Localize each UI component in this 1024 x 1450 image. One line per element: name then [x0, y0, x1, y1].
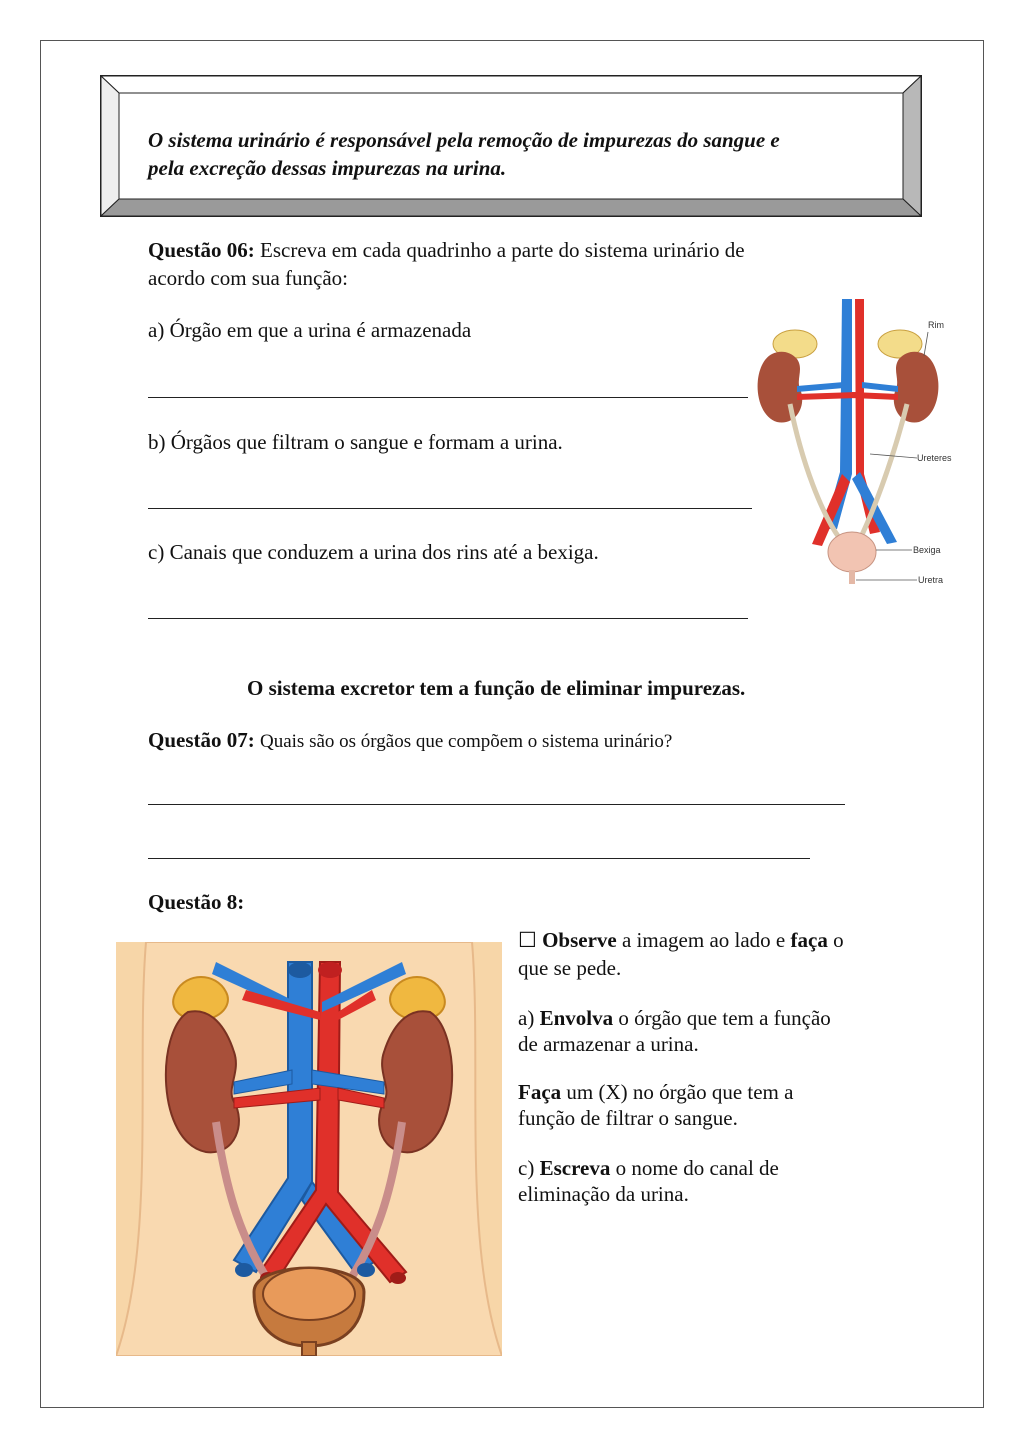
label-bexiga: Bexiga — [913, 545, 941, 555]
q8-item-c-line-2: eliminação da urina. — [518, 1182, 689, 1206]
intro-line-1: O sistema urinário é responsável pela remoção de impurezas do sangue e — [148, 128, 780, 152]
q8-observe-line-2: que se pede. — [518, 956, 622, 980]
bladder — [828, 532, 876, 572]
label-rim: Rim — [928, 320, 944, 330]
q6-prompt-line-1 — [148, 236, 868, 264]
q7-label: Questão 07: — [148, 728, 255, 752]
q8-faca-bold: faça — [790, 928, 828, 952]
q8-a-bold: Envolva — [539, 1006, 614, 1030]
q6-label: Questão 06: — [148, 238, 255, 262]
q6-prompt-line-2: acordo com sua função: — [148, 266, 349, 290]
q6-item-b: b) Órgãos que filtram o sangue e formam a urina. — [148, 430, 563, 454]
q8-observe-line-1 — [518, 926, 888, 954]
answer-line-q7-1[interactable] — [148, 804, 845, 805]
q8-b-rest: um (X) no órgão que tem a — [566, 1080, 794, 1104]
intro-line-2: pela excreção dessas impurezas na urina. — [148, 156, 507, 180]
urethra — [302, 1342, 316, 1356]
answer-line-q7-2[interactable] — [148, 858, 810, 859]
q8-observe-rest-2: o — [833, 928, 844, 952]
q8-c-bold: Escreva — [539, 1156, 611, 1180]
q8-b-bold: Faça — [518, 1080, 562, 1104]
q6-prompt-text: Escreva em cada quadrinho a parte do sistema urinário de — [260, 238, 745, 262]
q6-item-c: c) Canais que conduzem a urina dos rins até a bexiga. — [148, 540, 599, 564]
answer-line-c[interactable] — [148, 618, 748, 619]
answer-line-a[interactable] — [148, 397, 748, 398]
q8-item-a-line-1 — [518, 1004, 888, 1032]
q8-item-c-line-1 — [518, 1154, 888, 1182]
answer-line-b[interactable] — [148, 508, 760, 509]
q8-a-rest: o órgão que tem a função — [618, 1006, 831, 1030]
urinary-system-diagram-labeled — [752, 294, 956, 588]
label-uretra: Uretra — [918, 575, 944, 585]
q8-item-b-line-1 — [518, 1078, 888, 1106]
q8-c-rest: o nome do canal de — [615, 1156, 779, 1180]
q8-c-prefix: c) — [518, 1156, 535, 1180]
q7-prompt-text: Quais são os órgãos que compõem o sistema urinário? — [260, 731, 673, 752]
checkbox-icon[interactable]: ☐ — [518, 928, 537, 952]
q8-observe-rest-1: a imagem ao lado e — [621, 928, 786, 952]
q6-item-a: a) Órgão em que a urina é armazenada — [148, 318, 472, 342]
excretor-heading: O sistema excretor tem a função de eliminar impurezas. — [247, 676, 746, 700]
urinary-system-diagram — [116, 942, 502, 1356]
q7-prompt — [148, 726, 868, 756]
q8-observe-bold: Observe — [542, 928, 617, 952]
q8-item-a-line-2: de armazenar a urina. — [518, 1032, 699, 1056]
label-ureteres: Ureteres — [917, 453, 952, 463]
q8-label: Questão 8: — [148, 890, 245, 914]
q8-item-b-line-2: função de filtrar o sangue. — [518, 1106, 738, 1130]
q8-a-prefix: a) — [518, 1006, 535, 1030]
